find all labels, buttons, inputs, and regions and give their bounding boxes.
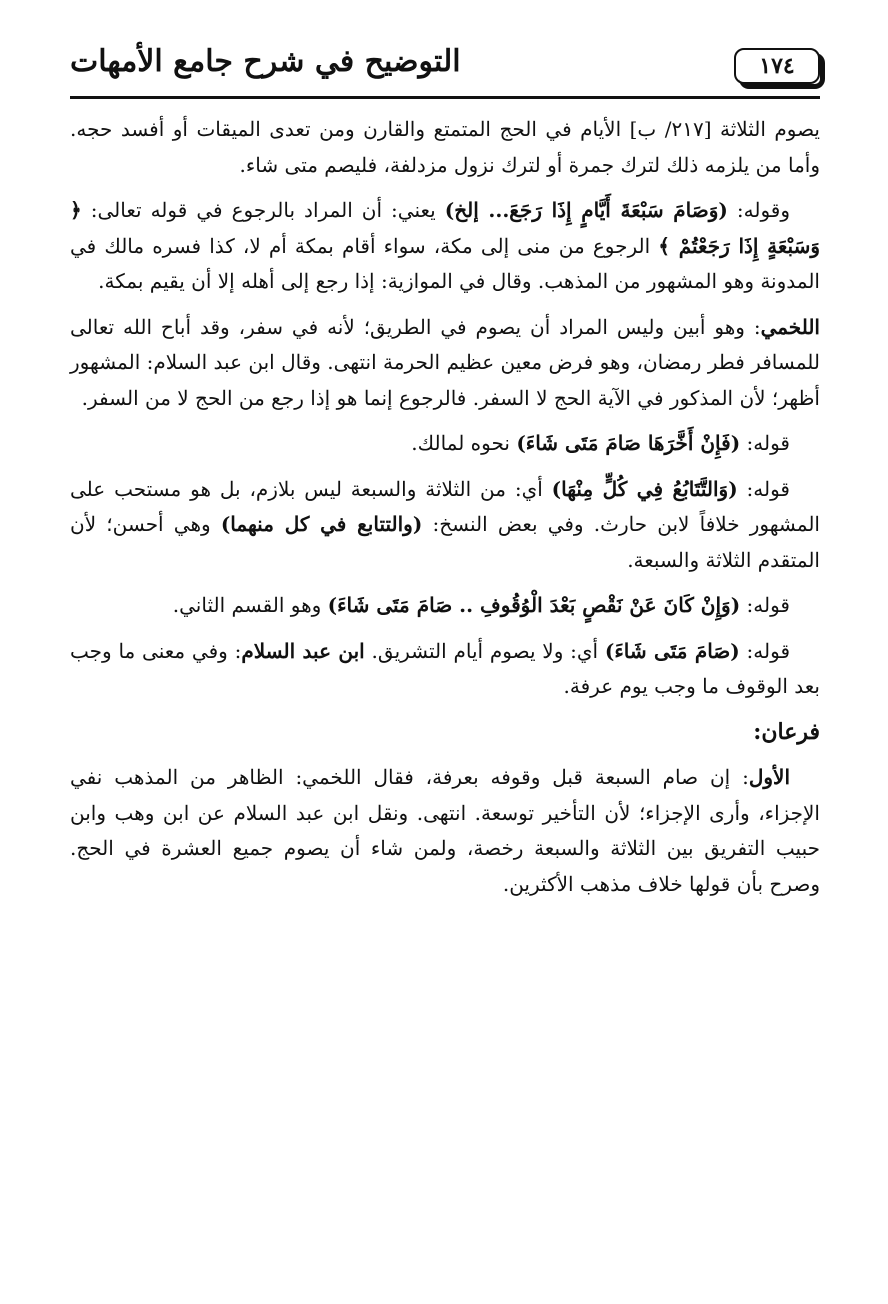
section-subheading: فرعان: xyxy=(753,718,820,745)
p2-verse: ﴿ وَسَبْعَةٍ إِذَا رَجَعْتُمْ ﴾ xyxy=(70,198,821,258)
p6-quote: (وَإِنْ كَانَ عَنْ نَقْصٍ بَعْدَ الْوُقُوفِ .. صَامَ مَتَى شَاءَ) xyxy=(327,593,741,617)
p7-lead: قوله: xyxy=(739,638,791,663)
p7-name: ابن عبد السلام xyxy=(241,638,365,663)
page-header xyxy=(70,42,820,94)
p5-mid: أي: من الثلاثة والسبعة ليس بلازم، بل هو مستحب على المشهور خلافاً لابن حارث. وفي بعض النسخ: xyxy=(70,476,820,536)
p7-rest: : وفي معنى ما وجب بعد الوقوف ما وجب يوم عرفة. xyxy=(70,638,820,698)
page-body xyxy=(70,112,820,912)
p8-rest: : إن صام السبعة قبل وقوفه بعرفة، فقال اللخمي: الظاهر من المذهب نفي الإجزاء، وأرى الإجزاء؛ لأن التأخير توسعة. انتهى. ونقل ابن عبد السلام عن ابن وهب وابن حبيب التفريق بين الثلاثة والسبعة رخصة، ولمن شاء أن يصوم جميع العشرة في الحج. وصرح بأن قولها خلاف مذهب الأكثرين. xyxy=(70,765,820,896)
p5-lead: قوله: xyxy=(737,476,790,501)
p8-name: الأول xyxy=(748,765,790,789)
paragraph-1 xyxy=(70,112,820,183)
p4-lead: قوله: xyxy=(740,431,790,455)
p4-quote: (فَإِنْ أَخَّرَهَا صَامَ مَتَى شَاءَ) xyxy=(516,431,741,455)
p5-quote-2: (والتتابع في كل منهما) xyxy=(220,512,423,536)
p3-name: اللخمي xyxy=(760,314,820,339)
p4-rest: نحوه لمالك. xyxy=(411,431,517,455)
p5-rest: وهي أحسن؛ لأن المتقدم الثلاثة والسبعة. xyxy=(70,512,820,572)
p2-quote: (وَصَامَ سَبْعَةَ أَيَّامٍ إِذَا رَجَعَ... إلخ) xyxy=(444,198,728,222)
p3-rest: : وهو أبين وليس المراد أن يصوم في الطريق؛ لأنه في سفر، وقد أباح الله تعالى للمسافر فطر رمضان، وهو فرض معين عظيم الحرمة انتهى. وقال ابن عبد السلام: المشهور أظهر؛ لأن المذكور في الآية الحج لا السفر. فالرجوع إنما هو إذا رجع من الحج لا من السفر. xyxy=(70,314,820,410)
p6-lead: قوله: xyxy=(740,593,790,617)
p7-mid: أي: ولا يصوم أيام التشريق. xyxy=(364,638,605,663)
paragraph-1-text: يصوم الثلاثة [٢١٧/ ب] الأيام في الحج المتمتع والقارن ومن تعدى الميقات أو أفسد حجه. وأما من يلزمه ذلك لترك جمرة أو لترك نزول مزدلفة، فليصم متى شاء. xyxy=(70,117,820,177)
p2-rest: الرجوع من منى إلى مكة، سواء أقام بمكة أم لا، كذا فسره مالك في المدونة وهو المشهور من المذهب. وقال في الموازية: إذا رجع إلى أهله إلا أن يقيم بمكة. xyxy=(70,233,820,293)
paragraph-4 xyxy=(70,426,820,462)
paragraph-6 xyxy=(70,588,820,624)
page-number: ١٧٤ xyxy=(734,48,820,84)
p2-lead: وقوله: xyxy=(727,198,790,222)
p5-quote: (وَالتَّتَابُعُ فِي كُلٍّ مِنْهَا) xyxy=(551,476,738,501)
running-title: التوضيح في شرح جامع الأمهات xyxy=(70,44,461,79)
paragraph-2 xyxy=(70,193,820,300)
paragraph-7 xyxy=(70,634,820,705)
header-rule xyxy=(70,96,820,99)
paragraph-5 xyxy=(70,472,820,579)
paragraph-8 xyxy=(70,760,820,902)
p2-mid: يعني: أن المراد بالرجوع في قوله تعالى: xyxy=(81,198,445,222)
paragraph-3 xyxy=(70,310,820,417)
p7-quote: (صَامَ مَتَى شَاءَ) xyxy=(604,638,740,663)
p6-rest: وهو القسم الثاني. xyxy=(172,593,328,617)
